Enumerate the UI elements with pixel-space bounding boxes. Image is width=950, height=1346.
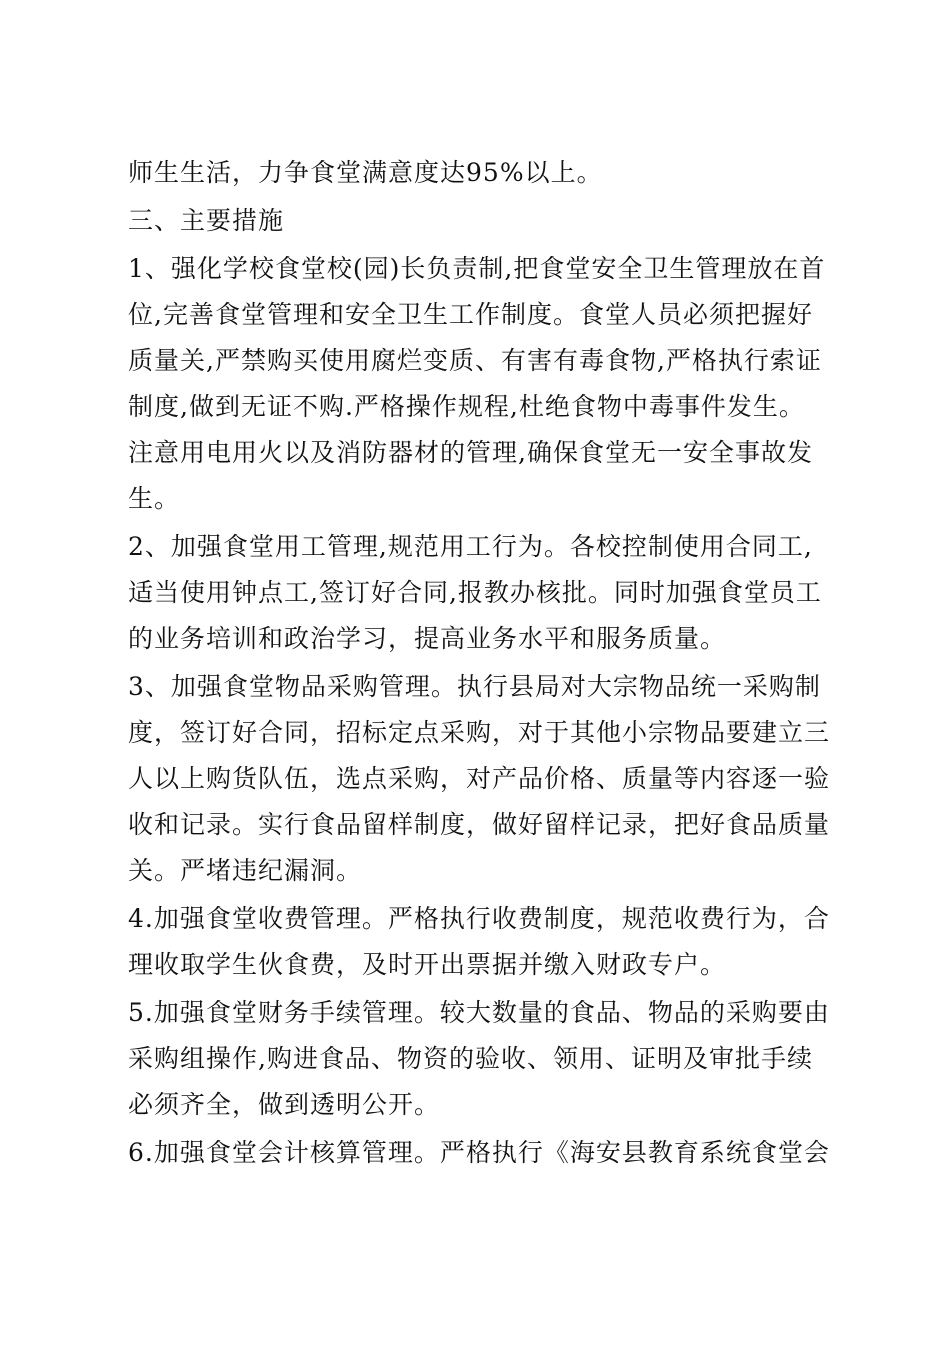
paragraph-intro-tail (128, 150, 828, 196)
text-line: 收和记录。实行食品留样制度，做好留样记录，把好食品质量 (128, 810, 831, 839)
paragraph-measure-4 (128, 896, 828, 988)
section-heading (128, 198, 828, 244)
text-line: 生。 (128, 484, 181, 513)
text-line: 1、强化学校食堂校(园)长负责制,把食堂安全卫生管理放在首 (128, 254, 826, 283)
text-line: 理收取学生伙食费，及时开出票据并缴入财政专户。 (128, 950, 727, 979)
paragraph-measure-3 (128, 664, 831, 894)
text-line: 5.加强食堂财务手续管理。较大数量的食品、物品的采购要由 (128, 998, 830, 1027)
text-line: 关。严堵违纪漏洞。 (128, 856, 363, 885)
text-line: 采购组操作,购进食品、物资的验收、领用、证明及审批手续 (128, 1044, 813, 1073)
text-line: 注意用电用火以及消防器材的管理,确保食堂无一安全事故发 (128, 438, 813, 467)
text-line: 3、加强食堂物品采购管理。执行县局对大宗物品统一采购制 (128, 672, 821, 701)
text-line: 6.加强食堂会计核算管理。严格执行《海安县教育系统食堂会 (128, 1138, 830, 1167)
paragraph-measure-5 (128, 990, 828, 1128)
paragraph-measure-2 (128, 524, 828, 662)
text-line: 师生生活，力争食堂满意度达95%以上。 (128, 158, 603, 187)
text-line: 适当使用钟点工,签订好合同,报教办核批。同时加强食堂员工 (128, 578, 822, 607)
paragraph-measure-1 (128, 246, 828, 522)
text-line: 质量关,严禁购买使用腐烂变质、有害有毒食物,严格执行索证 (128, 346, 822, 375)
text-line: 4.加强食堂收费管理。严格执行收费制度，规范收费行为，合 (128, 904, 830, 933)
text-line: 2、加强食堂用工管理,规范用工行为。各校控制使用合同工, (128, 532, 813, 561)
text-line: 度，签订好合同，招标定点采购，对于其他小宗物品要建立三 (128, 718, 831, 747)
text-line: 的业务培训和政治学习，提高业务水平和服务质量。 (128, 624, 727, 653)
text-line: 制度,做到无证不购.严格操作规程,杜绝食物中毒事件发生。 (128, 392, 805, 421)
paragraph-measure-6 (128, 1130, 828, 1176)
document-body (128, 150, 831, 1178)
heading-text: 三、主要措施 (128, 206, 285, 235)
text-line: 人以上购货队伍，选点采购，对产品价格、质量等内容逐一验 (128, 764, 831, 793)
text-line: 位,完善食堂管理和安全卫生工作制度。食堂人员必须把握好 (128, 300, 813, 329)
text-line: 必须齐全，做到透明公开。 (128, 1090, 441, 1119)
